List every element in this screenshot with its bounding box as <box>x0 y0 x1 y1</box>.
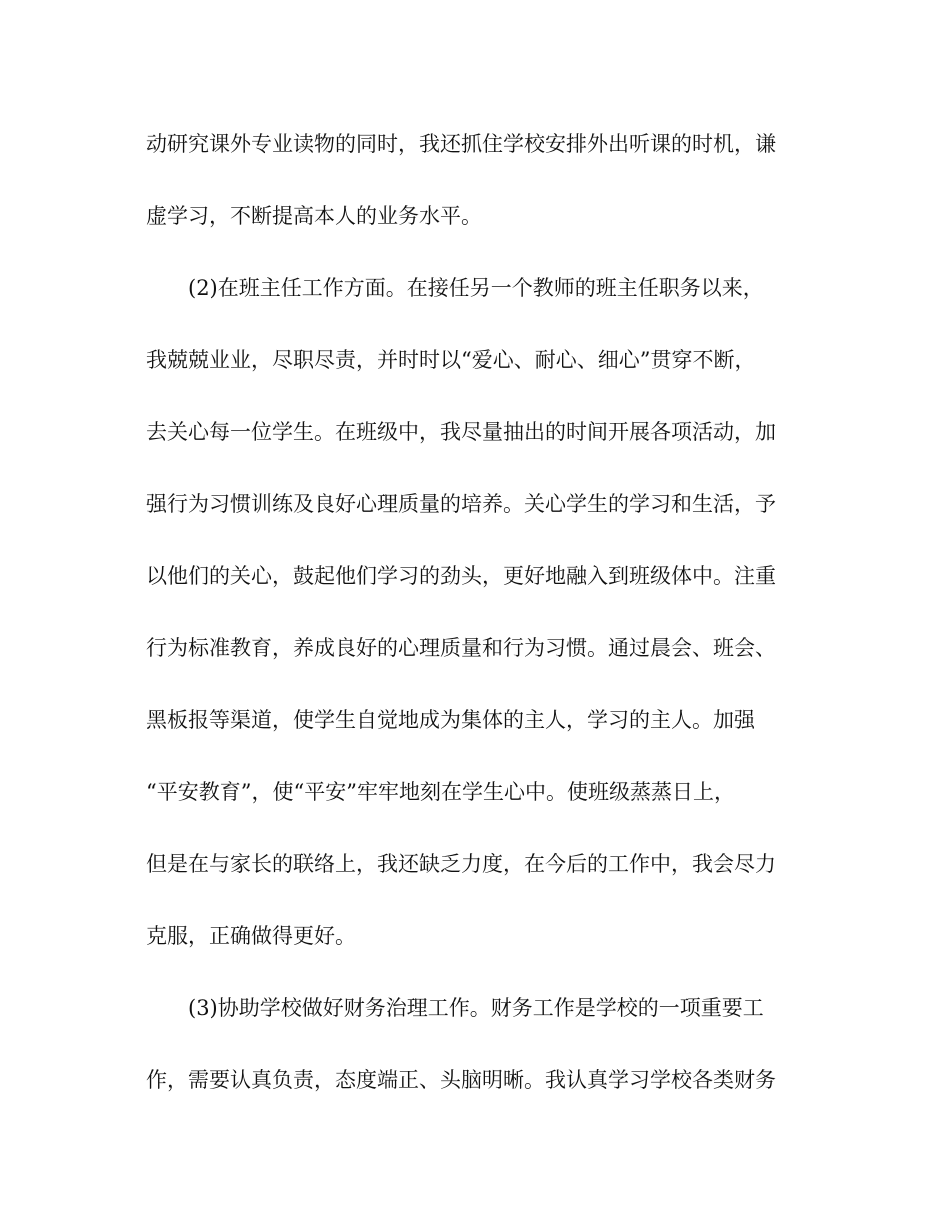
text-line: 黑板报等渠道，使学生自觉地成为集体的主人，学习的主人。加强 <box>146 708 755 732</box>
text-line: 虚学习，不断提高本人的业务水平。 <box>146 204 482 228</box>
text-line: 行为标准教育，养成良好的心理质量和行为习惯。通过晨会、班会、 <box>146 636 776 660</box>
paragraph-start-line: (3)协助学校做好财务治理工作。财务工作是学校的一项重要工 <box>188 996 764 1020</box>
text-line: 动研究课外专业读物的同时，我还抓住学校安排外出听课的时机，谦 <box>146 132 776 156</box>
text-line: 但是在与家长的联络上，我还缺乏力度，在今后的工作中，我会尽力 <box>146 852 776 876</box>
text-line: 以他们的关心，鼓起他们学习的劲头，更好地融入到班级体中。注重 <box>146 564 776 588</box>
text-line: 克服，正确做得更好。 <box>146 924 356 948</box>
text-line: 作，需要认真负责，态度端正、头脑明晰。我认真学习学校各类财务 <box>146 1068 776 1092</box>
text-line: 强行为习惯训练及良好心理质量的培养。关心学生的学习和生活，予 <box>146 492 776 516</box>
text-line: 去关心每一位学生。在班级中，我尽量抽出的时间开展各项活动，加 <box>146 420 776 444</box>
text-line: 我兢兢业业，尽职尽责，并时时以“爱心、耐心、细心”贯穿不断， <box>146 348 756 372</box>
text-line: “平安教育”，使“平安”牢牢地刻在学生心中。使班级蒸蒸日上， <box>146 780 735 804</box>
paragraph-start-line: (2)在班主任工作方面。在接任另一个教师的班主任职务以来， <box>188 276 764 300</box>
